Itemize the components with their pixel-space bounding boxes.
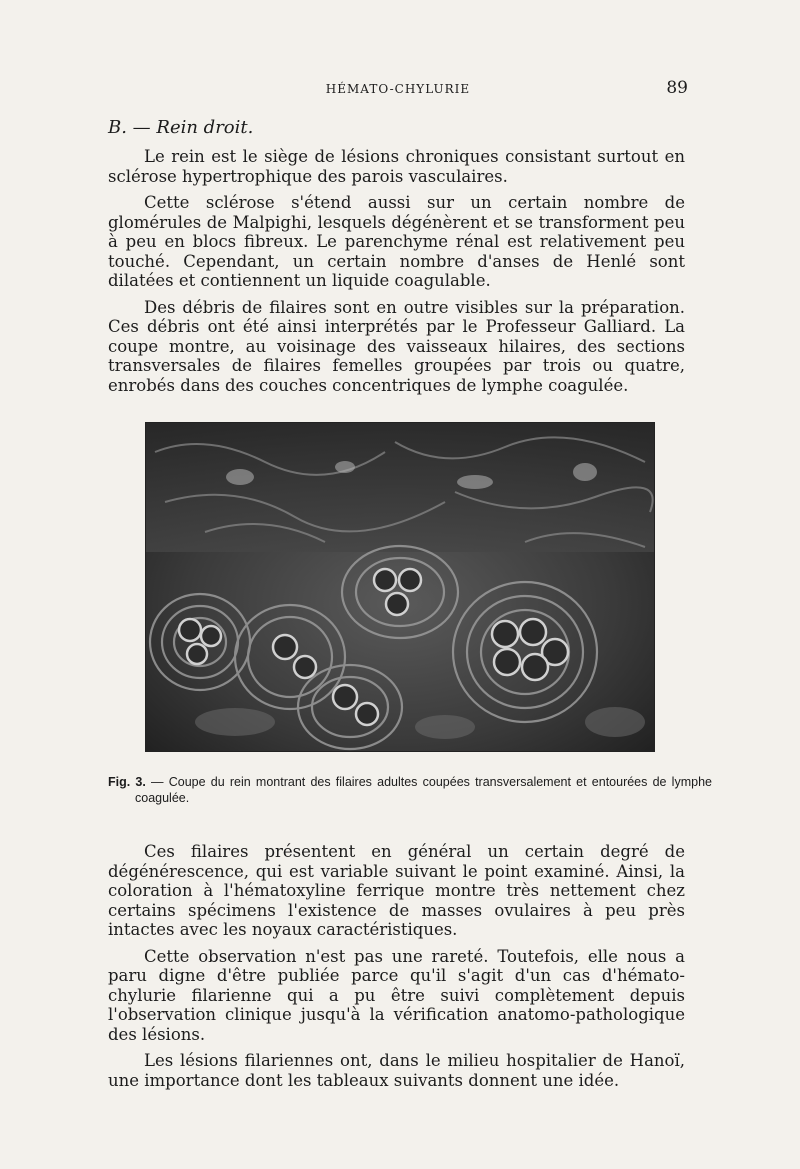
kidney-section-micrograph (145, 422, 655, 752)
paragraph: Cette sclérose s'étend aussi sur un certain nombre de glomérules de Malpighi, lesquels dégénèrent et se transforment peu à peu en blocs fibreux. Le parenchyme rénal est relativement peu touché. Cependant, un certain nombre d'anses de Henlé sont dilatées et contiennent un liquide coagulable. (108, 193, 685, 290)
figure-caption (108, 774, 712, 806)
body-text-bottom (108, 842, 685, 1097)
paragraph: Les lésions filariennes ont, dans le milieu hospitalier de Hanoï, une importance dont les tableaux suivants donnent une idée. (108, 1051, 685, 1090)
page-number: 89 (666, 78, 688, 98)
paragraph: Des débris de filaires sont en outre visibles sur la préparation. Ces débris ont été ainsi interprétés par le Professeur Galliard. La coupe montre, au voisinage des vaisseaux hilaires, des sections transversales de filaires femelles groupées par trois ou quatre, enrobés dans des couches concentriques de lymphe coagulée. (108, 297, 685, 395)
paragraph: Cette observation n'est pas une rareté. Toutefois, elle nous a paru digne d'être publiée parce qu'il s'agit d'un cas d'hémato-chylurie filarienne qui a pu être suivi complètement depuis l'observation clinique jusqu'à la vérification anatomo-pathologique des lésions. (108, 946, 685, 1044)
micrograph-figure (145, 422, 655, 752)
figure-label: Fig. 3. (108, 775, 146, 789)
paragraph: Ces filaires présentent en général un certain degré de dégénérescence, qui est variable suivant le point examiné. Ainsi, la coloration à l'hématoxyline ferrique montre très nettement chez certains spécimens l'existence de masses ovulaires à peu près intactes avec les noyaux caractéristiques. (108, 842, 685, 939)
running-head (108, 78, 688, 102)
section-heading: B. — Rein droit. (108, 117, 254, 138)
paragraph: Le rein est le siège de lésions chroniques consistant surtout en sclérose hypertrophique des parois vasculaires. (108, 147, 685, 186)
running-title: HÉMATO-CHYLURIE (325, 82, 471, 96)
figure-caption-text: — Coupe du rein montrant des filaires adultes coupées transversalement et entourées de lymphe coagulée. (135, 775, 712, 805)
body-text-top (108, 147, 685, 402)
